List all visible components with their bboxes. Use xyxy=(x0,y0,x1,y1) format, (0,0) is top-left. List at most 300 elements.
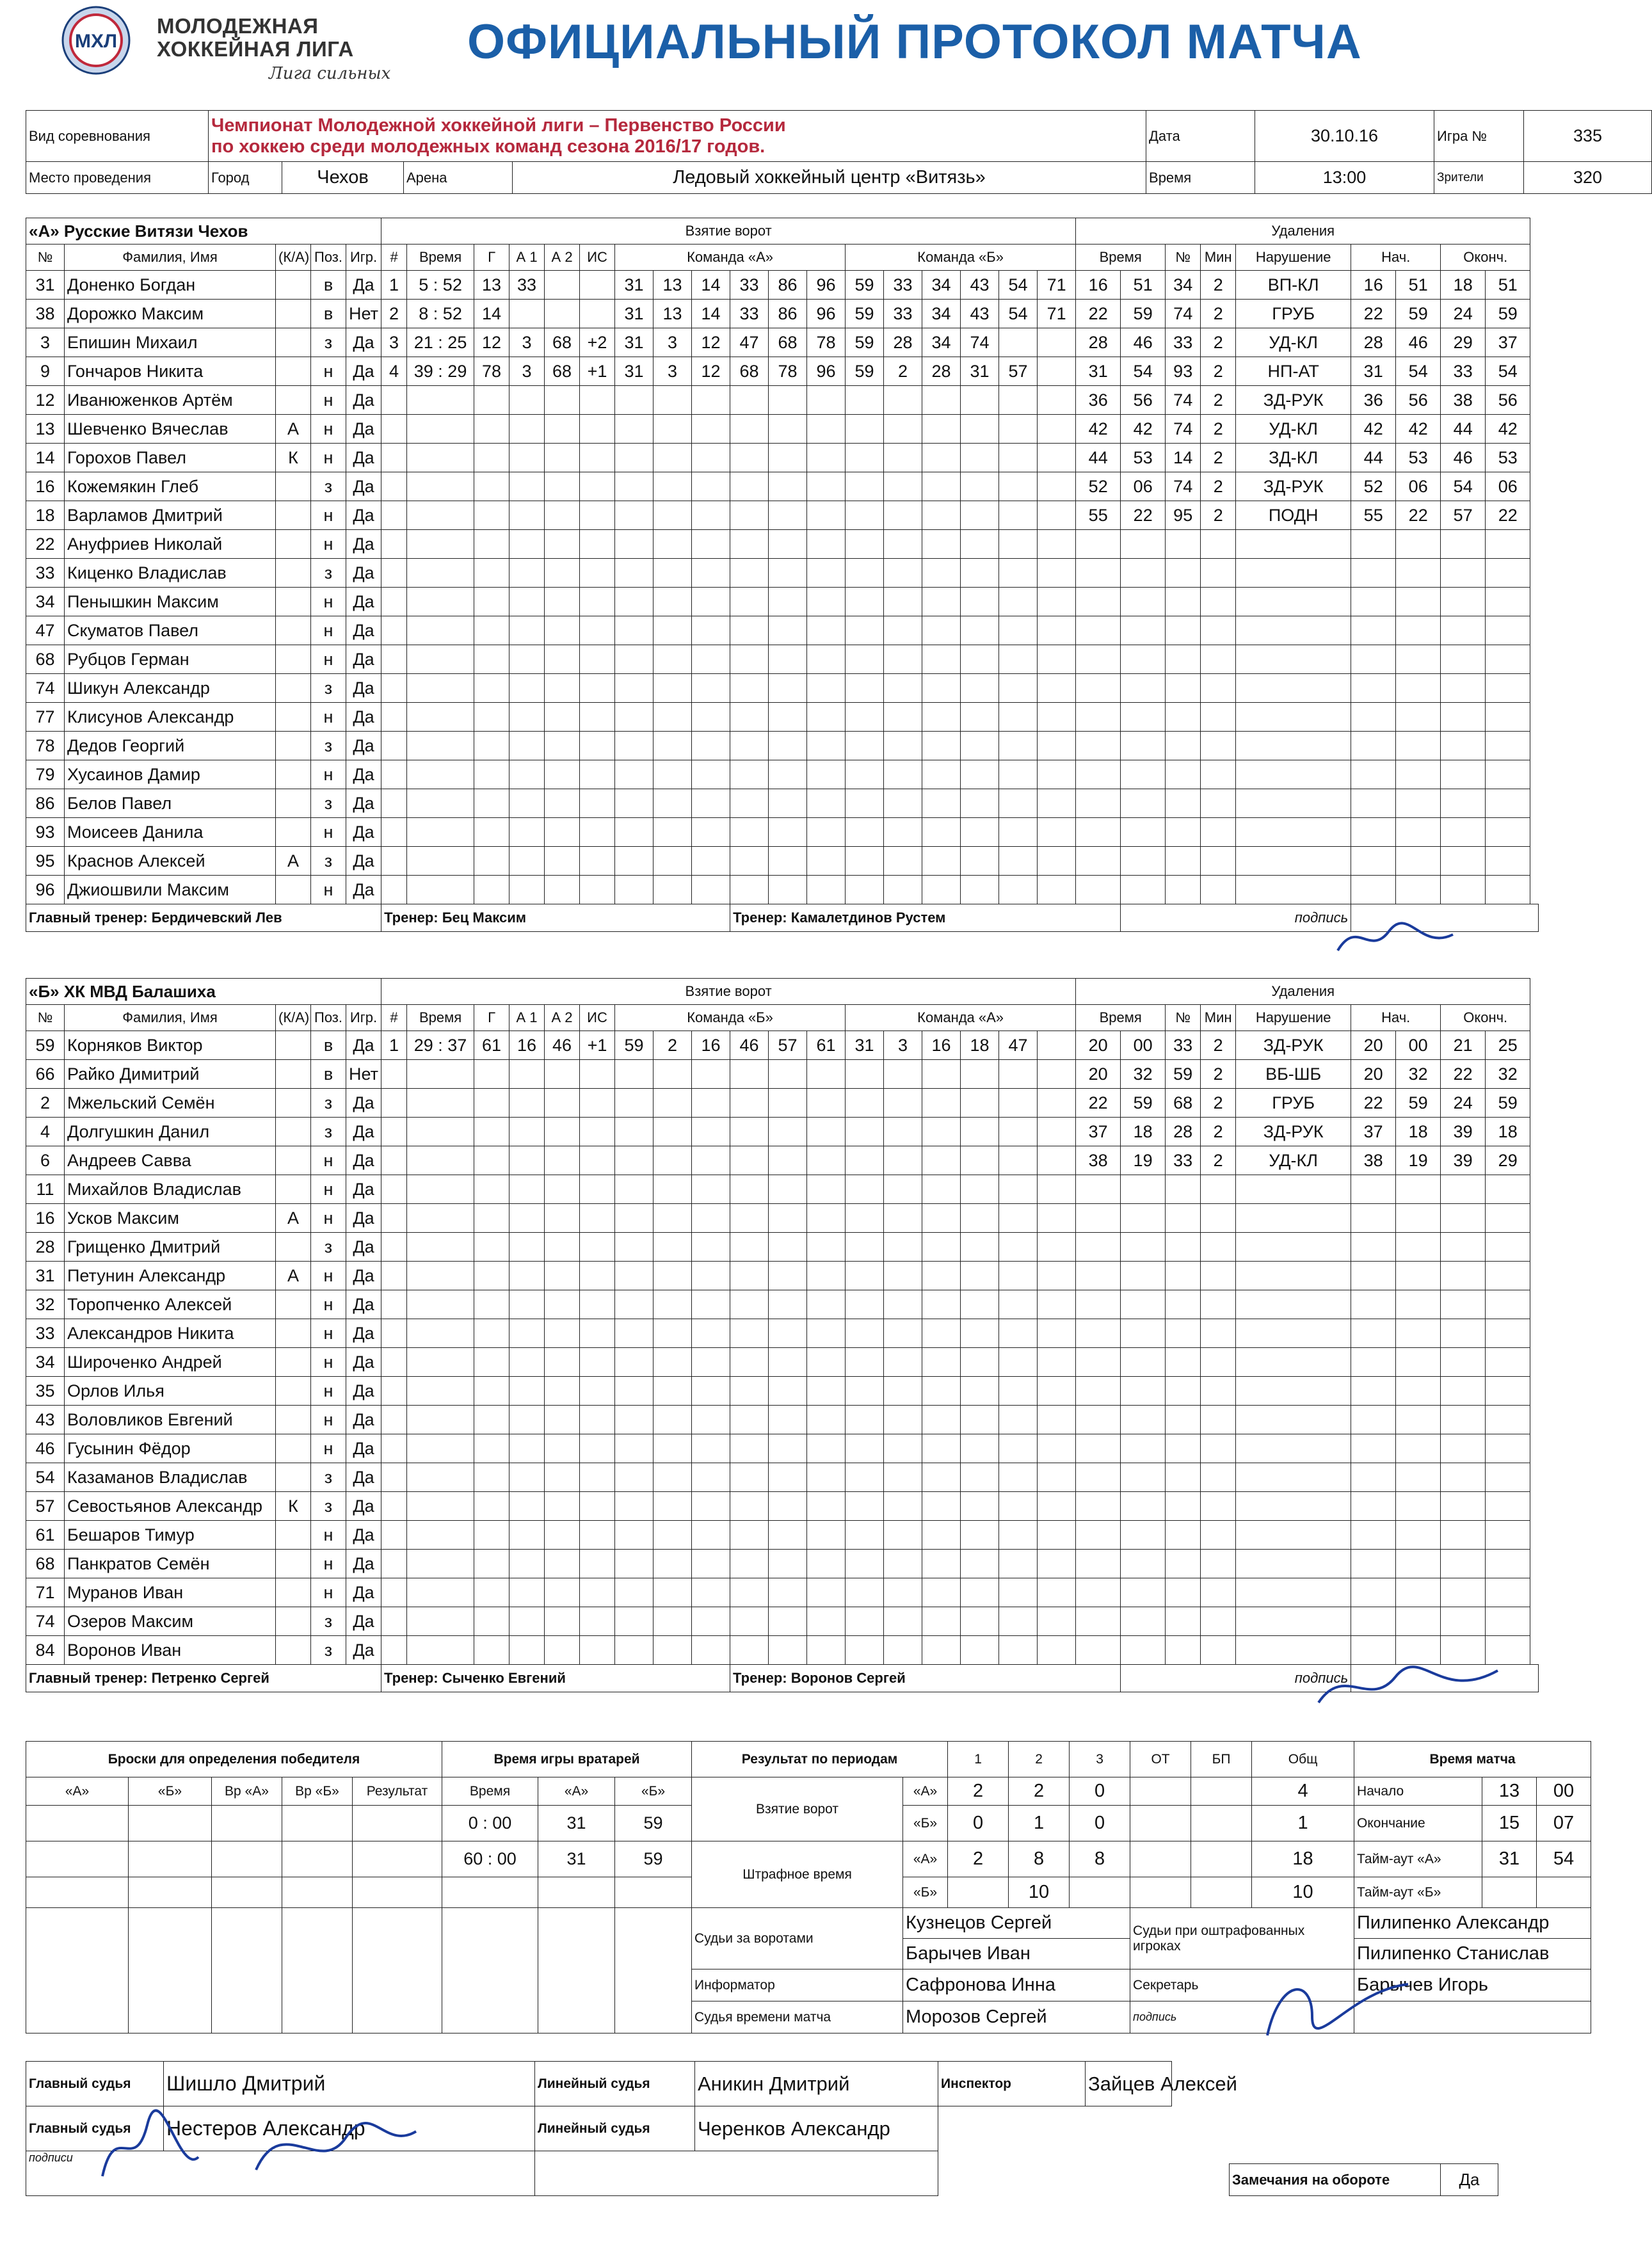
empty-cell xyxy=(922,1463,961,1492)
col-name: Фамилия, Имя xyxy=(65,245,276,271)
empty-cell xyxy=(580,1636,615,1665)
goal-scorer: 61 xyxy=(474,1031,509,1060)
pen-minutes: 2 xyxy=(1201,1060,1236,1089)
empty-cell xyxy=(769,1348,807,1377)
empty-cell xyxy=(1486,1521,1530,1550)
empty-cell xyxy=(1441,645,1486,674)
empty-cell xyxy=(654,1550,692,1578)
empty-cell xyxy=(999,1290,1038,1319)
empty-cell xyxy=(1038,530,1076,559)
empty-cell xyxy=(730,732,769,760)
empty-cell xyxy=(692,703,730,732)
timeout-a-sec: 54 xyxy=(1537,1841,1591,1877)
goal-number xyxy=(381,1146,407,1175)
on-ice-other: 2 xyxy=(884,357,922,386)
on-ice-other xyxy=(1038,328,1076,357)
empty-cell xyxy=(846,789,884,818)
player-position: н xyxy=(311,588,346,616)
player-role xyxy=(276,1463,311,1492)
empty-cell xyxy=(1201,1377,1236,1406)
pen-player: 74 xyxy=(1166,300,1201,328)
empty-cell xyxy=(692,818,730,847)
pen-minutes: 2 xyxy=(1201,271,1236,300)
empty-cell xyxy=(1351,876,1396,904)
on-ice-self: 31 xyxy=(615,271,654,300)
goal-judges-label: Судьи за воротами xyxy=(692,1908,903,1969)
goals-a-so xyxy=(1191,1777,1252,1806)
empty-cell xyxy=(545,588,580,616)
goal-number xyxy=(381,645,407,674)
empty-cell xyxy=(545,1607,580,1636)
player-played: Да xyxy=(346,1175,381,1204)
pen-violation: ПОДН xyxy=(1236,501,1351,530)
empty-cell xyxy=(615,1377,654,1406)
pen-end-min: 22 xyxy=(1441,1060,1486,1089)
player-name: Ануфриев Николай xyxy=(65,530,276,559)
goal-number xyxy=(381,1636,407,1665)
player-name: Кожемякин Глеб xyxy=(65,472,276,501)
empty-cell xyxy=(807,444,846,472)
empty-cell xyxy=(999,1492,1038,1521)
empty-cell xyxy=(1166,530,1201,559)
player-number: 35 xyxy=(26,1377,65,1406)
empty-cell xyxy=(1201,1319,1236,1348)
player-number: 18 xyxy=(26,501,65,530)
empty-cell xyxy=(615,1636,654,1665)
timekeeper-value: Морозов Сергей xyxy=(903,2001,1130,2033)
secretary-label: Секретарь xyxy=(1130,1969,1354,2001)
empty-cell xyxy=(1201,1406,1236,1434)
empty-cell xyxy=(615,1492,654,1521)
on-ice-other: 31 xyxy=(961,357,999,386)
main-ref-label-2: Главный судья xyxy=(26,2106,164,2151)
empty-cell xyxy=(961,1290,999,1319)
player-row xyxy=(26,559,1539,588)
pen-time-sec: 59 xyxy=(1121,1089,1166,1118)
empty-cell xyxy=(999,674,1038,703)
player-number: 57 xyxy=(26,1492,65,1521)
on-ice-self: 14 xyxy=(692,271,730,300)
player-position: з xyxy=(311,732,346,760)
empty-cell xyxy=(884,1060,922,1089)
goals-b-p2: 1 xyxy=(1009,1806,1070,1841)
player-row xyxy=(26,300,1539,328)
empty-cell xyxy=(692,674,730,703)
empty-cell xyxy=(922,386,961,415)
empty-cell xyxy=(730,703,769,732)
player-played: Да xyxy=(346,1550,381,1578)
goal-time xyxy=(407,703,474,732)
pen-time-sec: 06 xyxy=(1121,472,1166,501)
empty-cell xyxy=(884,1175,922,1204)
empty-cell xyxy=(846,1319,884,1348)
empty-cell xyxy=(961,703,999,732)
empty-cell xyxy=(1201,1550,1236,1578)
empty-cell xyxy=(1351,789,1396,818)
goal-time xyxy=(407,1607,474,1636)
player-number: 12 xyxy=(26,386,65,415)
empty-cell xyxy=(807,645,846,674)
empty-cell xyxy=(1351,847,1396,876)
empty-cell xyxy=(884,1578,922,1607)
empty-cell xyxy=(1166,1348,1201,1377)
empty-cell xyxy=(1236,616,1351,645)
empty-cell xyxy=(692,530,730,559)
mhl-logo xyxy=(51,5,147,76)
pen-start-sec: 51 xyxy=(1396,271,1441,300)
empty-cell xyxy=(1441,559,1486,588)
on-ice-other: 71 xyxy=(1038,271,1076,300)
empty-cell xyxy=(509,1406,545,1434)
empty-cell xyxy=(730,616,769,645)
player-number: 3 xyxy=(26,328,65,357)
empty-cell xyxy=(922,1492,961,1521)
goals-b-so xyxy=(1191,1806,1252,1841)
empty-cell xyxy=(545,415,580,444)
player-row xyxy=(26,328,1539,357)
player-played: Да xyxy=(346,386,381,415)
head-coach: Главный тренер: Петренко Сергей xyxy=(26,1665,381,1692)
empty-cell xyxy=(1038,386,1076,415)
player-row xyxy=(26,645,1539,674)
empty-cell xyxy=(692,1233,730,1262)
empty-cell xyxy=(1236,1578,1351,1607)
on-ice-self: 86 xyxy=(769,271,807,300)
pen-violation: УД-КЛ xyxy=(1236,415,1351,444)
pen-time-sec: 18 xyxy=(1121,1118,1166,1146)
empty-cell xyxy=(692,1348,730,1377)
player-row xyxy=(26,847,1539,876)
empty-cell xyxy=(474,1636,509,1665)
empty-cell xyxy=(884,501,922,530)
player-position: н xyxy=(311,1434,346,1463)
goal-time xyxy=(407,559,474,588)
pen-start-sec: 06 xyxy=(1396,472,1441,501)
empty-cell xyxy=(615,732,654,760)
empty-cell xyxy=(580,1550,615,1578)
empty-cell xyxy=(884,530,922,559)
empty-cell xyxy=(846,1060,884,1089)
pen-end-min: 44 xyxy=(1441,415,1486,444)
on-ice-other: 47 xyxy=(999,1031,1038,1060)
empty-cell xyxy=(730,1348,769,1377)
empty-cell xyxy=(615,559,654,588)
on-ice-other: 43 xyxy=(961,271,999,300)
goal-number xyxy=(381,789,407,818)
empty-cell xyxy=(545,616,580,645)
penalty-judges-label: Судьи при оштрафованных игроках xyxy=(1130,1908,1354,1969)
goal-number xyxy=(381,559,407,588)
empty-cell xyxy=(1201,1521,1236,1550)
player-row xyxy=(26,1348,1539,1377)
pen-minutes: 2 xyxy=(1201,1118,1236,1146)
empty-cell xyxy=(1201,559,1236,588)
empty-cell xyxy=(1351,1262,1396,1290)
player-position: н xyxy=(311,645,346,674)
venue-label: Место проведения xyxy=(26,162,209,194)
empty-cell xyxy=(580,1521,615,1550)
linesman-1: Аникин Дмитрий xyxy=(695,2062,938,2106)
empty-cell xyxy=(1076,818,1121,847)
empty-cell xyxy=(961,472,999,501)
empty-cell xyxy=(509,1262,545,1290)
on-ice-other: 54 xyxy=(999,271,1038,300)
empty-cell xyxy=(846,616,884,645)
empty-cell xyxy=(807,876,846,904)
pen-player: 68 xyxy=(1166,1089,1201,1118)
empty-cell xyxy=(1201,1463,1236,1492)
empty-cell xyxy=(730,645,769,674)
pen-end-min: 21 xyxy=(1441,1031,1486,1060)
empty-cell xyxy=(654,1636,692,1665)
empty-cell xyxy=(1351,703,1396,732)
empty-cell xyxy=(1038,1118,1076,1146)
secretary-signature-label: подпись xyxy=(1130,2001,1354,2033)
empty-cell xyxy=(545,1089,580,1118)
empty-cell xyxy=(999,1262,1038,1290)
gk-col-time: Время xyxy=(442,1777,538,1806)
empty-cell xyxy=(474,1521,509,1550)
empty-cell xyxy=(1351,1319,1396,1348)
empty-cell xyxy=(807,1377,846,1406)
player-role xyxy=(276,1406,311,1434)
empty-cell xyxy=(922,559,961,588)
empty-cell xyxy=(961,1233,999,1262)
player-position: н xyxy=(311,444,346,472)
pen-violation: НП-АТ xyxy=(1236,357,1351,386)
team-title: «А» Русские Витязи Чехов xyxy=(26,218,381,245)
empty-cell xyxy=(961,1636,999,1665)
empty-cell xyxy=(692,444,730,472)
empty-cell xyxy=(769,1233,807,1262)
empty-cell xyxy=(545,1521,580,1550)
empty-cell xyxy=(1201,818,1236,847)
on-ice-self: 3 xyxy=(654,357,692,386)
empty-cell xyxy=(922,645,961,674)
gk-row2-time: 60 : 00 xyxy=(442,1841,538,1877)
empty-cell xyxy=(1236,818,1351,847)
pen-start-sec: 32 xyxy=(1396,1060,1441,1089)
assist-2: 68 xyxy=(545,357,580,386)
pen-end-sec: 06 xyxy=(1486,472,1530,501)
empty-cell xyxy=(580,530,615,559)
empty-cell xyxy=(1441,760,1486,789)
empty-cell xyxy=(1396,1607,1441,1636)
empty-cell xyxy=(961,415,999,444)
empty-cell xyxy=(1486,1578,1530,1607)
player-number: 13 xyxy=(26,415,65,444)
player-name: Казаманов Владислав xyxy=(65,1463,276,1492)
empty-cell xyxy=(1486,1463,1530,1492)
empty-cell xyxy=(884,1434,922,1463)
player-number: 54 xyxy=(26,1463,65,1492)
empty-cell xyxy=(999,501,1038,530)
col-pen-time: Время xyxy=(1076,245,1166,271)
goal-time xyxy=(407,386,474,415)
team-b-table xyxy=(26,978,1539,1692)
empty-cell xyxy=(580,1607,615,1636)
goal-number xyxy=(381,1463,407,1492)
empty-cell xyxy=(807,789,846,818)
empty-cell xyxy=(884,616,922,645)
player-number: 22 xyxy=(26,530,65,559)
empty-cell xyxy=(1038,1550,1076,1578)
empty-cell xyxy=(1076,559,1121,588)
empty-cell xyxy=(545,1118,580,1146)
empty-cell xyxy=(1396,588,1441,616)
empty-cell xyxy=(730,1463,769,1492)
pim-b-total: 10 xyxy=(1252,1877,1354,1908)
player-row xyxy=(26,271,1539,300)
goals-b-p1: 0 xyxy=(948,1806,1009,1841)
empty-cell xyxy=(654,818,692,847)
empty-cell xyxy=(1236,1204,1351,1233)
empty-cell xyxy=(769,415,807,444)
goal-number xyxy=(381,588,407,616)
empty-cell xyxy=(654,386,692,415)
empty-cell xyxy=(1396,818,1441,847)
empty-cell xyxy=(1076,1492,1121,1521)
empty-cell xyxy=(1166,559,1201,588)
pen-minutes: 2 xyxy=(1201,444,1236,472)
empty-cell xyxy=(1121,1550,1166,1578)
empty-cell xyxy=(807,847,846,876)
empty-cell xyxy=(615,472,654,501)
pen-time-sec: 54 xyxy=(1121,357,1166,386)
col-goal_num: # xyxy=(381,1005,407,1031)
pen-start-min: 20 xyxy=(1351,1031,1396,1060)
empty-cell xyxy=(1201,732,1236,760)
player-played: Да xyxy=(346,1607,381,1636)
empty-cell xyxy=(1396,1233,1441,1262)
empty-cell xyxy=(692,789,730,818)
empty-cell xyxy=(999,1348,1038,1377)
empty-cell xyxy=(545,1146,580,1175)
goal-number: 4 xyxy=(381,357,407,386)
empty-cell xyxy=(807,501,846,530)
period-2-header: 2 xyxy=(1009,1742,1070,1777)
player-name: Воловликов Евгений xyxy=(65,1406,276,1434)
goal-time xyxy=(407,645,474,674)
goal-number: 1 xyxy=(381,1031,407,1060)
empty-cell xyxy=(1396,1434,1441,1463)
empty-cell xyxy=(884,1348,922,1377)
player-row xyxy=(26,703,1539,732)
empty-cell xyxy=(961,386,999,415)
end-minute: 07 xyxy=(1537,1806,1591,1841)
pen-time-sec: 00 xyxy=(1121,1031,1166,1060)
empty-cell xyxy=(999,559,1038,588)
empty-cell xyxy=(509,415,545,444)
player-position: н xyxy=(311,1175,346,1204)
empty-cell xyxy=(654,1463,692,1492)
empty-cell xyxy=(884,1492,922,1521)
empty-cell xyxy=(509,1175,545,1204)
pen-start-min: 22 xyxy=(1351,1089,1396,1118)
empty-cell xyxy=(1441,847,1486,876)
empty-cell xyxy=(922,1636,961,1665)
col-team-self: Команда «А» xyxy=(615,245,846,271)
empty-cell xyxy=(1121,703,1166,732)
empty-cell xyxy=(509,1492,545,1521)
goals-label: Взятие ворот xyxy=(692,1777,903,1841)
empty-cell xyxy=(1396,1290,1441,1319)
empty-cell xyxy=(545,1233,580,1262)
goal-time xyxy=(407,876,474,904)
empty-cell xyxy=(1076,789,1121,818)
goal-number xyxy=(381,1434,407,1463)
player-played: Да xyxy=(346,588,381,616)
pen-start-min: 55 xyxy=(1351,501,1396,530)
empty-cell xyxy=(1441,818,1486,847)
empty-cell xyxy=(1038,1377,1076,1406)
empty-cell xyxy=(474,1233,509,1262)
empty-cell xyxy=(769,501,807,530)
goalie-time-title: Время игры вратарей xyxy=(442,1742,692,1777)
player-row xyxy=(26,1204,1539,1233)
league-name-line2: ХОККЕЙНАЯ ЛИГА xyxy=(157,37,354,61)
empty-cell xyxy=(884,760,922,789)
empty-cell xyxy=(1038,1348,1076,1377)
empty-cell xyxy=(1038,1204,1076,1233)
empty-cell xyxy=(1441,703,1486,732)
empty-cell xyxy=(1121,616,1166,645)
empty-cell xyxy=(961,1578,999,1607)
match-info-table xyxy=(26,110,1652,194)
empty-cell xyxy=(922,1089,961,1118)
on-ice-other: 59 xyxy=(846,271,884,300)
empty-cell xyxy=(1396,1204,1441,1233)
on-ice-other: 57 xyxy=(999,357,1038,386)
empty-cell xyxy=(1486,847,1530,876)
empty-cell xyxy=(692,1607,730,1636)
empty-cell xyxy=(509,1521,545,1550)
player-position: н xyxy=(311,760,346,789)
empty-cell xyxy=(654,1118,692,1146)
empty-cell xyxy=(884,1463,922,1492)
pen-end-sec: 51 xyxy=(1486,271,1530,300)
empty-cell xyxy=(1201,876,1236,904)
pen-start-sec: 59 xyxy=(1396,300,1441,328)
pen-time-sec: 56 xyxy=(1121,386,1166,415)
pen-violation: ГРУБ xyxy=(1236,300,1351,328)
informer-value: Сафронова Инна xyxy=(903,1969,1130,2001)
empty-cell xyxy=(1486,818,1530,847)
empty-cell xyxy=(807,1578,846,1607)
pen-violation: ЗД-РУК xyxy=(1236,386,1351,415)
empty-cell xyxy=(961,847,999,876)
empty-cell xyxy=(1486,1377,1530,1406)
on-ice-other: 59 xyxy=(846,357,884,386)
pen-time-min: 22 xyxy=(1076,300,1121,328)
empty-cell xyxy=(1396,674,1441,703)
empty-cell xyxy=(1441,1290,1486,1319)
empty-cell xyxy=(1201,1290,1236,1319)
empty-cell xyxy=(654,1060,692,1089)
main-ref-label-1: Главный судья xyxy=(26,2062,164,2106)
goal-time xyxy=(407,1233,474,1262)
pen-minutes: 2 xyxy=(1201,300,1236,328)
player-name: Михайлов Владислав xyxy=(65,1175,276,1204)
empty-cell xyxy=(884,732,922,760)
empty-cell xyxy=(1396,1348,1441,1377)
pen-end-min: 24 xyxy=(1441,1089,1486,1118)
empty-cell xyxy=(999,1175,1038,1204)
empty-cell xyxy=(1121,1463,1166,1492)
empty-cell xyxy=(580,1146,615,1175)
player-played: Да xyxy=(346,1262,381,1290)
empty-cell xyxy=(884,1290,922,1319)
